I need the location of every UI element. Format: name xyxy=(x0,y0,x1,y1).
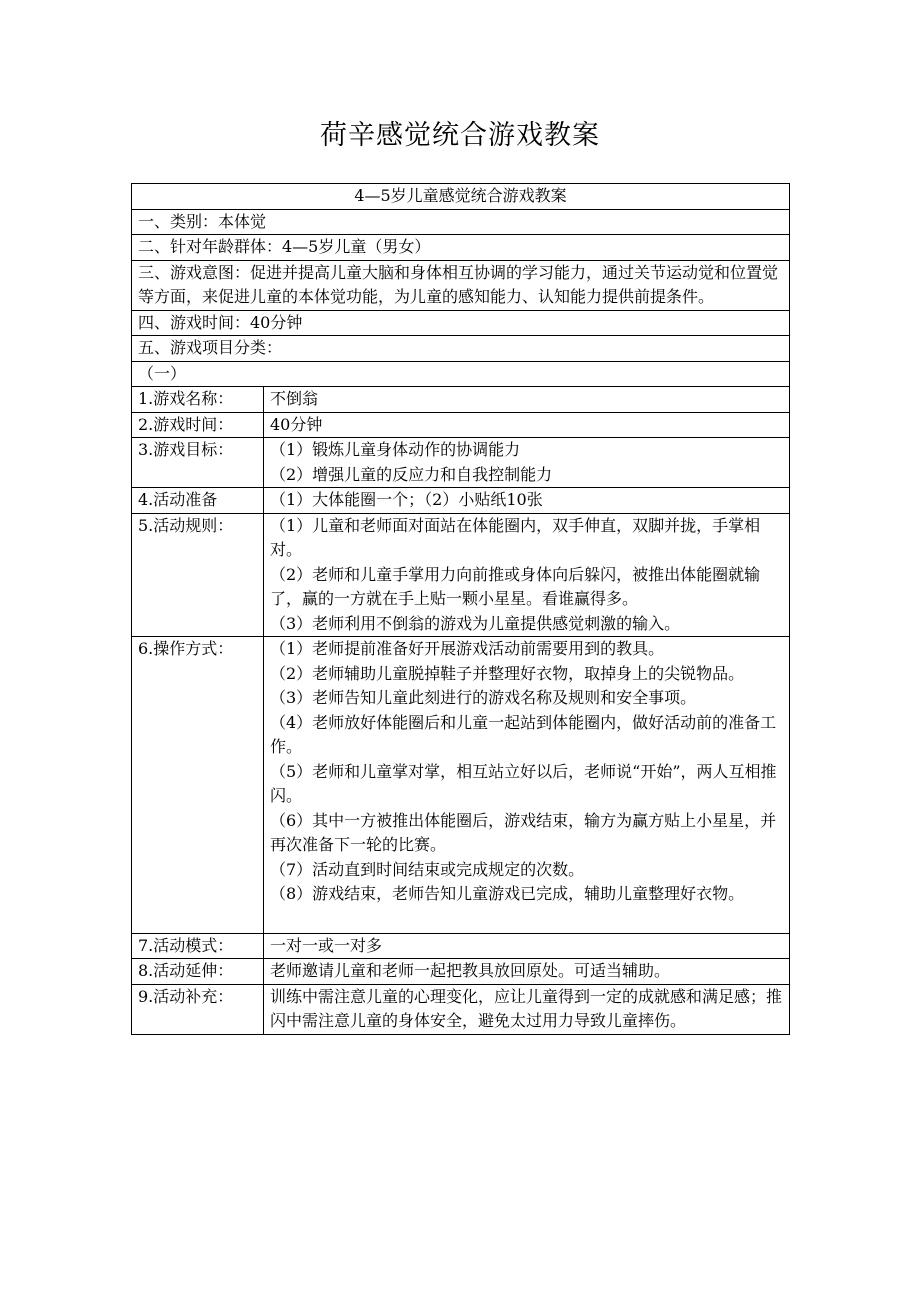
game-time-value: 40分钟 xyxy=(264,412,790,438)
activity-rules-row xyxy=(132,513,790,637)
activity-mode-value: 一对一或一对多 xyxy=(264,933,790,959)
classification-row xyxy=(132,336,790,362)
age-group-row xyxy=(132,235,790,261)
classification-cell: 五、游戏项目分类： xyxy=(132,336,790,362)
category-row xyxy=(132,209,790,235)
category-cell: 一、类别：本体觉 xyxy=(132,209,790,235)
activity-supplement-row xyxy=(132,984,790,1034)
activity-extension-label: 8.活动延伸： xyxy=(132,959,264,985)
game-name-value: 不倒翁 xyxy=(264,387,790,413)
game-goals-value xyxy=(264,438,790,488)
activity-rules-value xyxy=(264,513,790,637)
operation-item: （3）老师告知儿童此刻进行的游戏名称及规则和安全事项。 xyxy=(270,688,697,707)
operation-item: （6）其中一方被推出体能圈后，游戏结束，输方为赢方贴上小星星，并再次准备下一轮的比赛。 xyxy=(270,810,777,854)
section-cell: （一） xyxy=(132,361,790,387)
game-name-row xyxy=(132,387,790,413)
goal-item: （2）增强儿童的反应力和自我控制能力 xyxy=(270,464,553,484)
operation-item: （7）活动直到时间结束或完成规定的次数。 xyxy=(270,859,585,879)
intent-row xyxy=(132,260,790,310)
rule-item: （3）老师利用不倒翁的游戏为儿童提供感觉刺激的输入。 xyxy=(270,613,681,633)
activity-prep-value: （1）大体能圈一个；（2）小贴纸10张 xyxy=(264,488,790,514)
activity-supplement-value: 训练中需注意儿童的心理变化，应让儿童得到一定的成就感和满足感；推闪中需注意儿童的身体安全，避免太过用力导致儿童摔伤。 xyxy=(264,984,790,1034)
activity-prep-row xyxy=(132,488,790,514)
activity-supplement-label: 9.活动补充： xyxy=(132,984,264,1034)
operation-value xyxy=(264,637,790,934)
table-header: 4—5岁儿童感觉统合游戏教案 xyxy=(132,184,790,210)
operation-label: 6.操作方式： xyxy=(132,637,264,934)
game-name-label: 1.游戏名称： xyxy=(132,387,264,413)
operation-item: （8）游戏结束，老师告知儿童游戏已完成，辅助儿童整理好衣物。 xyxy=(270,884,745,903)
operation-item: （1）老师提前准备好开展游戏活动前需要用到的教具。 xyxy=(270,639,665,658)
game-time-label: 2.游戏时间： xyxy=(132,412,264,438)
operation-item: （2）老师辅助儿童脱掉鞋子并整理好衣物，取掉身上的尖锐物品。 xyxy=(270,663,745,683)
activity-extension-value: 老师邀请儿童和老师一起把教具放回原处。可适当辅助。 xyxy=(264,959,790,985)
intent-cell: 三、游戏意图：促进并提高儿童大脑和身体相互协调的学习能力，通过关节运动觉和位置觉等方面，来促进儿童的本体觉功能，为儿童的感知能力、认知能力提供前提条件。 xyxy=(132,260,790,310)
section-row xyxy=(132,361,790,387)
game-goals-label: 3.游戏目标： xyxy=(132,438,264,488)
age-group-cell: 二、针对年龄群体：4—5岁儿童（男女） xyxy=(132,235,790,261)
operation-item: （4）老师放好体能圈后和儿童一起站到体能圈内，做好活动前的准备工作。 xyxy=(270,712,777,756)
document-title: 荷辛感觉统合游戏教案 xyxy=(320,120,600,151)
duration-cell: 四、游戏时间：40分钟 xyxy=(132,310,790,336)
rule-item: （2）老师和儿童手掌用力向前推或身体向后躲闪，被推出体能圈就输了，赢的一方就在手上贴一颗小星星。看谁赢得多。 xyxy=(270,564,761,608)
duration-row xyxy=(132,310,790,336)
activity-rules-label: 5.活动规则： xyxy=(132,513,264,637)
activity-mode-label: 7.活动模式： xyxy=(132,933,264,959)
game-time-row xyxy=(132,412,790,438)
operation-item: （5）老师和儿童掌对掌，相互站立好以后，老师说“开始”，两人互相推闪。 xyxy=(270,761,777,805)
goal-item: （1）锻炼儿童身体动作的协调能力 xyxy=(270,440,521,459)
table-header-row xyxy=(132,184,790,210)
game-goals-row xyxy=(132,438,790,488)
operation-row xyxy=(132,637,790,934)
rule-item: （1）儿童和老师面对面站在体能圈内，双手伸直，双脚并拢，手掌相对。 xyxy=(270,515,761,559)
activity-prep-label: 4.活动准备 xyxy=(132,488,264,514)
activity-extension-row xyxy=(132,959,790,985)
lesson-plan-table xyxy=(131,183,790,1035)
activity-mode-row xyxy=(132,933,790,959)
